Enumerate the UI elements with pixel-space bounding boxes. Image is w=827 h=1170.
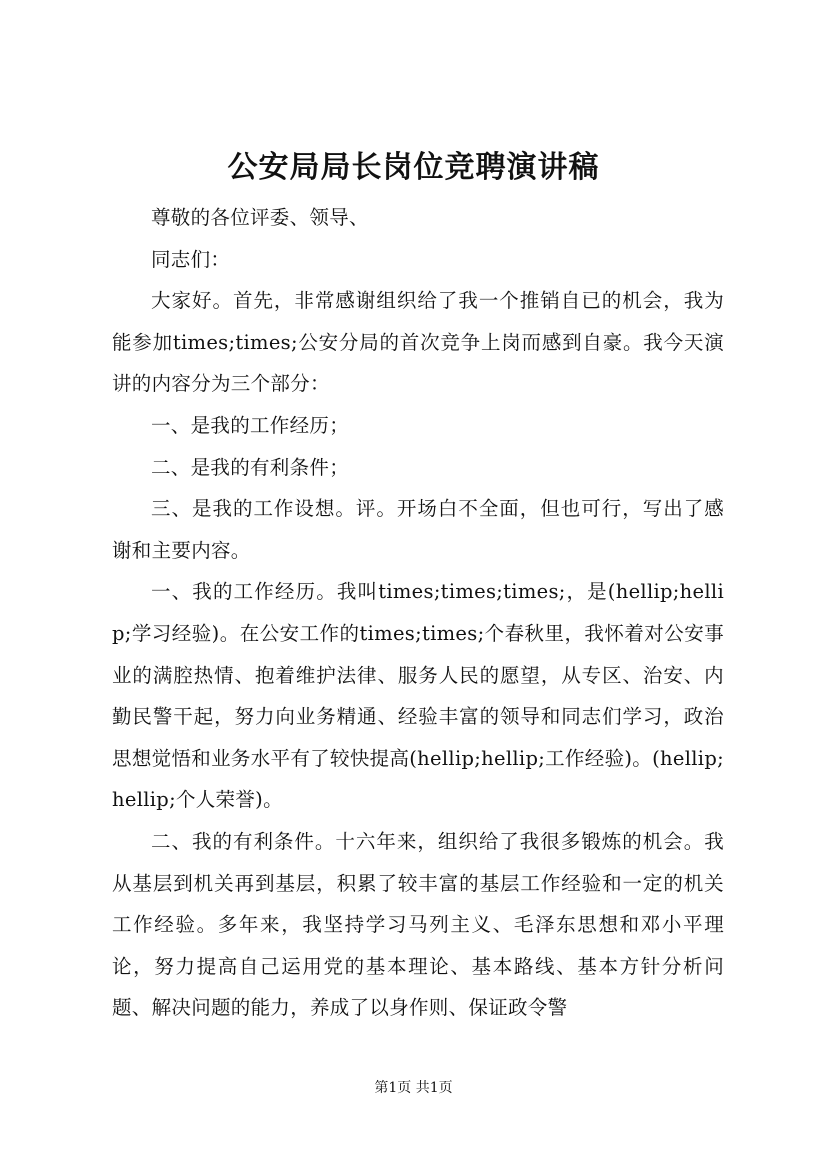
salutation-line-2: 同志们： [151, 247, 231, 271]
paragraph-work-experience: 一、我的工作经历。我叫times;times;times;，是(hellip;hellip;学习经验)。在公安工作的times;times;个春秋里，我怀着对公安事业的满腔热情、抱着维护法律、服务人民的愿望，从专区、治安、内勤民警干起，努力向业务精通、经验丰富的领导和同志们学习，政治思想觉悟和业务水平有了较快提高(hellip;hellip;工作经验)。(hellip;hellip;个人荣誉)。 [112, 580, 724, 812]
document-title: 公安局局长岗位竞聘演讲稿 [227, 150, 600, 185]
paragraph-intro: 大家好。首先，非常感谢组织给了我一个推销自已的机会，我为能参加times;times;公安分局的首次竞争上岗而感到自豪。我今天演讲的内容分为三个部分： [112, 289, 724, 396]
salutation-line-1: 尊敬的各位评委、领导、 [151, 206, 369, 229]
page-footer: 第1页 共1页 [374, 1080, 453, 1096]
paragraph-advantages: 二、我的有利条件。十六年来，组织给了我很多锻炼的机会。我从基层到机关再到基层，积累了较丰富的基层工作经验和一定的机关工作经验。多年来，我坚持学习马列主义、毛泽东思想和邓小平理论，努力提高自己运用党的基本理论、基本路线、基本方针分析问题、解决问题的能力，养成了以身作则、保证政令警 [112, 829, 724, 1020]
paragraph-outline-1: 一、是我的工作经历； [151, 413, 350, 437]
paragraph-outline-3: 三、是我的工作设想。评。开场白不全面，但也可行，写出了感谢和主要内容。 [112, 497, 724, 562]
document-body [112, 197, 724, 1029]
paragraph-outline-2: 二、是我的有利条件； [151, 455, 350, 479]
